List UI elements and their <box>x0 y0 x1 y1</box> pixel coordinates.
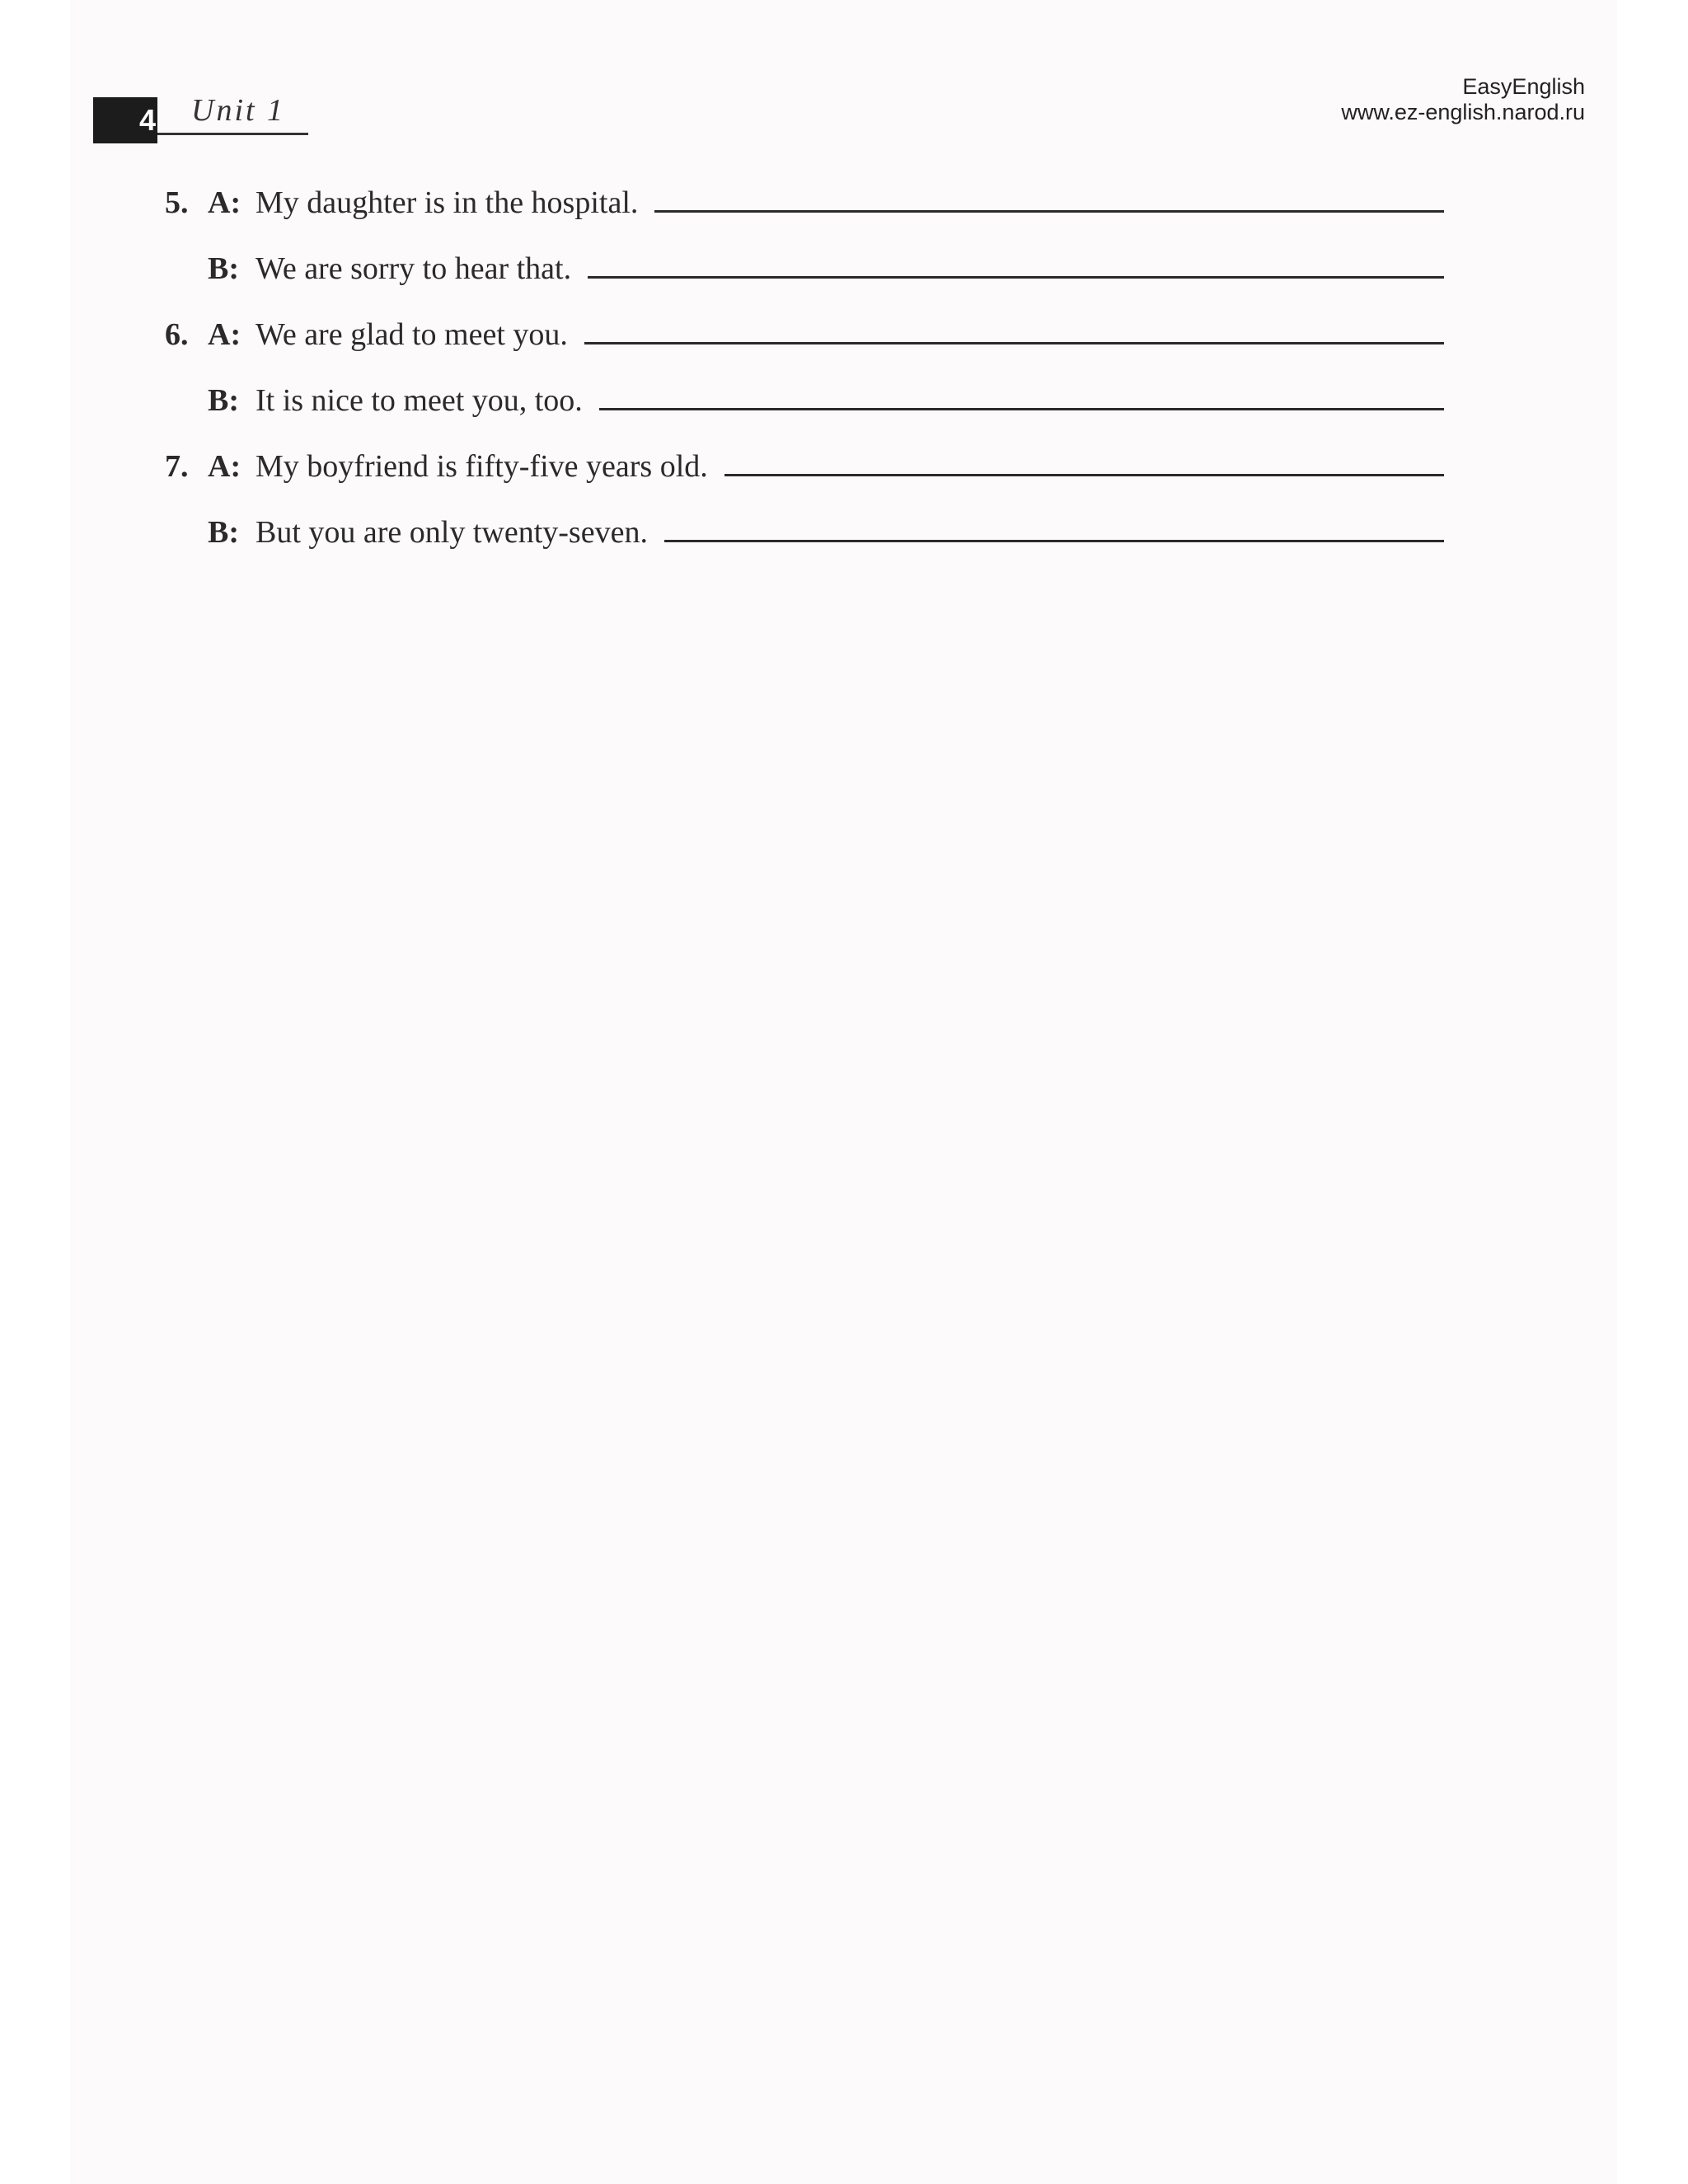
sentence <box>256 244 1444 293</box>
sentence <box>256 508 1444 557</box>
dialogue-line-7b <box>0 508 1444 557</box>
answer-blank[interactable] <box>599 393 1444 410</box>
sentence-text: It is nice to meet you, too. <box>256 383 583 418</box>
header-rule <box>157 133 308 135</box>
item-number: 6. <box>165 317 189 352</box>
sentence-text: We are sorry to hear that. <box>256 251 572 286</box>
sentence <box>256 376 1444 425</box>
sentence-text: My boyfriend is fifty-five years old. <box>256 449 708 484</box>
dialogue-line-5a <box>0 178 1444 227</box>
sentence <box>256 178 1444 227</box>
sentence-text: My daughter is in the hospital. <box>256 185 639 220</box>
speaker-label: A: <box>208 449 241 484</box>
item-number: 5. <box>165 185 189 220</box>
answer-blank[interactable] <box>654 195 1444 213</box>
sentence <box>256 442 1444 491</box>
speaker-label: B: <box>208 515 239 550</box>
dialogue-line-6a <box>0 310 1444 359</box>
answer-blank[interactable] <box>584 327 1444 344</box>
speaker-label: A: <box>208 185 241 220</box>
sentence <box>256 310 1444 359</box>
page-number: 4 <box>93 97 157 143</box>
answer-blank[interactable] <box>588 261 1444 279</box>
running-head: Unit 1 <box>191 93 286 128</box>
speaker-label: A: <box>208 317 241 352</box>
answer-blank[interactable] <box>664 525 1444 542</box>
dialogue-line-5b <box>0 244 1444 293</box>
speaker-label: B: <box>208 383 239 418</box>
answer-blank[interactable] <box>724 459 1444 476</box>
speaker-label: B: <box>208 251 239 286</box>
dialogue-line-6b <box>0 376 1444 425</box>
sentence-text: We are glad to meet you. <box>256 317 568 352</box>
sentence-text: But you are only twenty-seven. <box>256 515 648 550</box>
dialogue-line-7a <box>0 442 1444 491</box>
site-name: EasyEnglish <box>1462 74 1585 99</box>
site-url: www.ez-english.narod.ru <box>1341 100 1585 124</box>
site-info <box>1255 74 1585 125</box>
item-number: 7. <box>165 449 189 484</box>
